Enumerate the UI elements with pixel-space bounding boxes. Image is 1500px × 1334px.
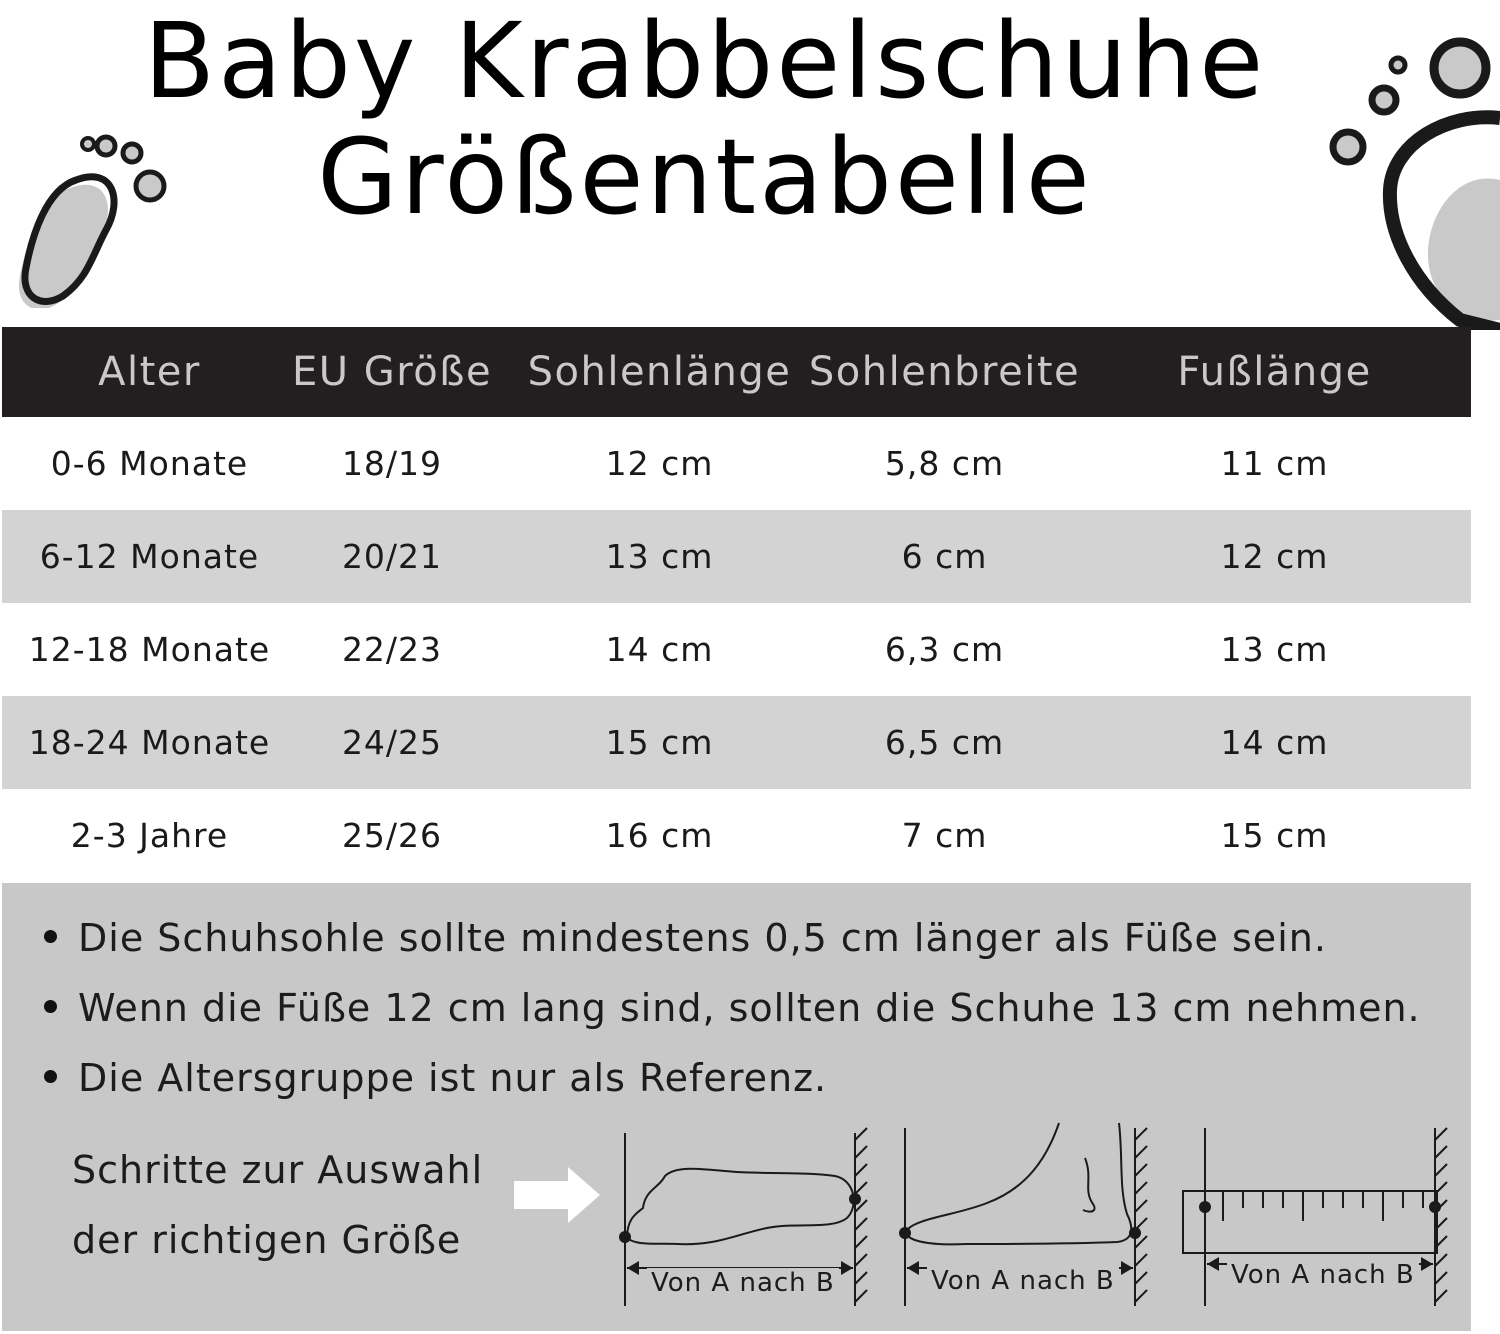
note-item [44,916,1327,960]
cell-fusslaenge: 15 cm [1220,816,1329,855]
cell-sohlenbreite: 6,5 cm [884,723,1005,762]
table-row [2,603,1471,696]
arrow-right-icon [512,1165,602,1225]
bullet-icon [44,1070,57,1083]
cell-fusslaenge: 11 cm [1220,444,1329,483]
measure-label: Von A nach B [1227,1260,1419,1290]
cell-eu-groesse: 22/23 [341,630,443,669]
cell-alter: 18-24 Monate [28,723,271,762]
size-table [2,327,1471,882]
table-row [2,789,1471,882]
cell-sohlenbreite: 7 cm [901,816,988,855]
cell-eu-groesse: 18/19 [341,444,443,483]
cell-eu-groesse: 25/26 [341,816,443,855]
cell-sohlenbreite: 6,3 cm [884,630,1005,669]
table-row [2,417,1471,510]
table-header-row [2,327,1471,417]
measure-label: Von A nach B [647,1268,839,1298]
cell-fusslaenge: 14 cm [1220,723,1329,762]
table-row [2,696,1471,789]
notes-panel [2,883,1471,1331]
footprint-icon [1310,20,1500,330]
bullet-icon [44,930,57,943]
cell-sohlenlaenge: 13 cm [605,537,714,576]
steps-heading-line-1: Schritte zur Auswahl [72,1148,484,1192]
measure-label: Von A nach B [927,1266,1119,1296]
cell-alter: 0-6 Monate [50,444,249,483]
cell-fusslaenge: 12 cm [1220,537,1329,576]
ruler-measure-icon [1167,1118,1457,1322]
cell-sohlenlaenge: 14 cm [605,630,714,669]
foot-side-measure-icon [887,1118,1157,1322]
note-item [44,986,1421,1030]
cell-alter: 6-12 Monate [39,537,260,576]
title-line-2: Größentabelle [317,116,1093,238]
cell-alter: 12-18 Monate [28,630,271,669]
header-sohlenlaenge: Sohlenlänge [527,349,792,395]
cell-eu-groesse: 24/25 [341,723,443,762]
cell-sohlenlaenge: 15 cm [605,723,714,762]
title-line-1: Baby Krabbelschuhe [143,0,1267,122]
header-sohlenbreite: Sohlenbreite [808,349,1081,395]
header-alter: Alter [98,349,201,395]
cell-sohlenlaenge: 12 cm [605,444,714,483]
note-item [44,1056,827,1100]
cell-sohlenbreite: 5,8 cm [884,444,1005,483]
shoe-sole-measure-icon [607,1118,877,1322]
note-text: Die Schuhsohle sollte mindestens 0,5 cm länger als Füße sein. [78,916,1327,960]
header-eu-groesse: EU Größe [291,349,493,395]
cell-alter: 2-3 Jahre [70,816,229,855]
note-text: Wenn die Füße 12 cm lang sind, sollten die Schuhe 13 cm nehmen. [78,986,1421,1030]
footprint-icon [18,128,193,308]
bullet-icon [44,1000,57,1013]
cell-sohlenlaenge: 16 cm [605,816,714,855]
note-text: Die Altersgruppe ist nur als Referenz. [78,1056,828,1100]
cell-eu-groesse: 20/21 [341,537,443,576]
cell-fusslaenge: 13 cm [1220,630,1329,669]
header-fusslaenge: Fußlänge [1177,349,1372,395]
cell-sohlenbreite: 6 cm [901,537,988,576]
steps-heading-line-2: der richtigen Größe [72,1218,462,1262]
table-row [2,510,1471,603]
